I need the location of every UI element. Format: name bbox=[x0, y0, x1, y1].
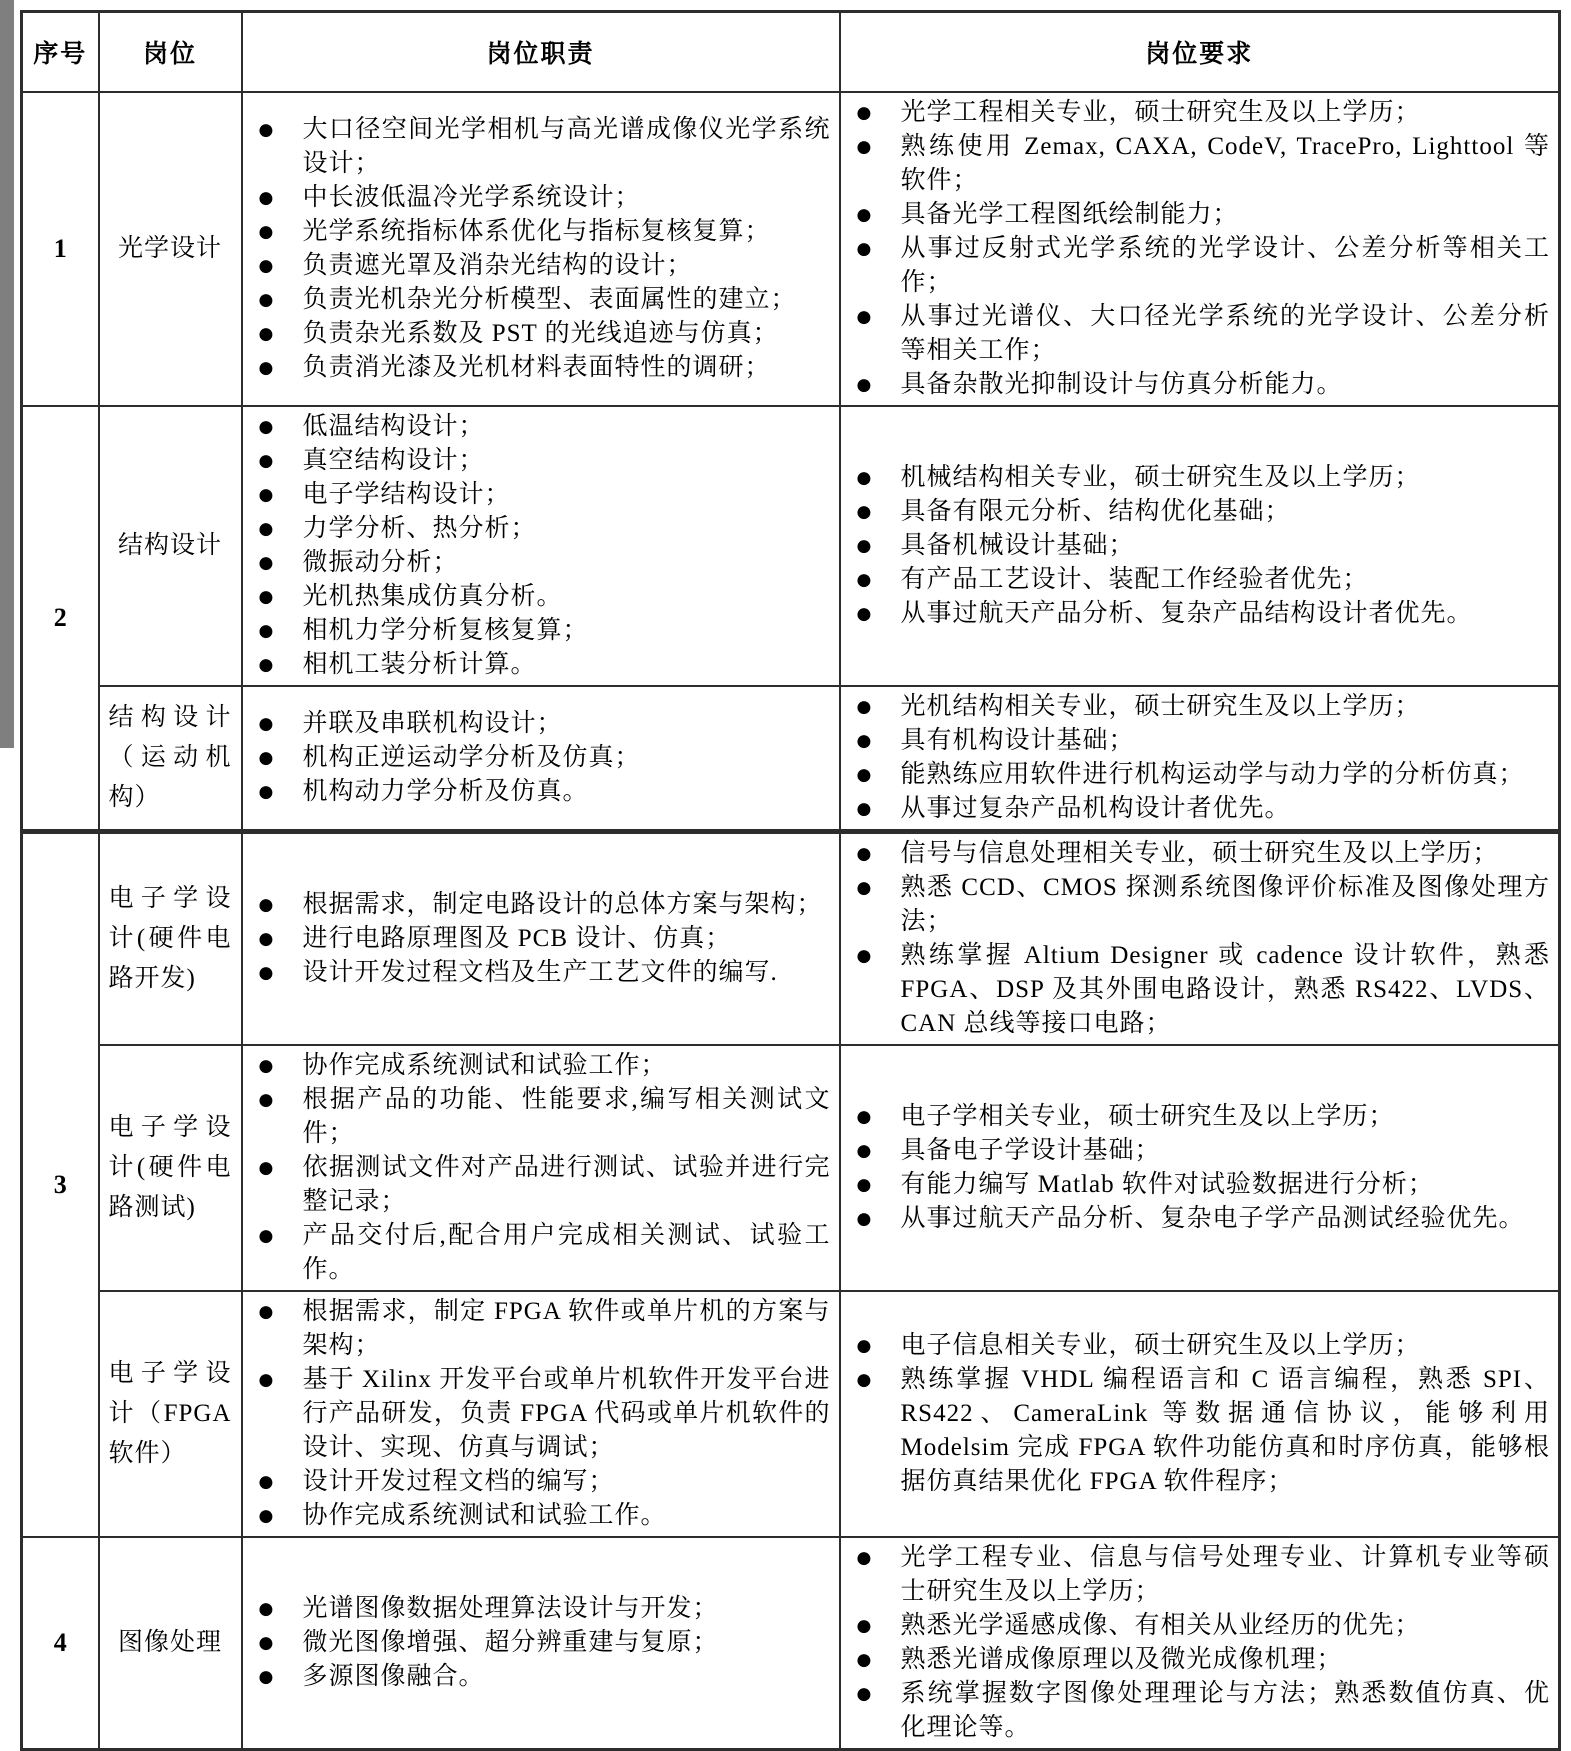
bullet-icon: ● bbox=[856, 1650, 872, 1670]
table-row bbox=[22, 1045, 1560, 1291]
bullet-text: 电子学相关专业，硕士研究生及以上学历； bbox=[900, 1103, 1395, 1130]
bullet-icon: ● bbox=[856, 536, 872, 556]
bullet-icon: ● bbox=[258, 1667, 274, 1687]
bullet-item bbox=[857, 563, 1551, 597]
bullet-item bbox=[857, 792, 1551, 826]
position-cell: 电子学设计(硬件电路开发) bbox=[99, 832, 242, 1046]
requirements-cell bbox=[840, 1291, 1560, 1537]
bullet-item bbox=[259, 741, 831, 775]
bullet-item bbox=[857, 495, 1551, 529]
row-number: 2 bbox=[22, 406, 99, 832]
duties-cell bbox=[242, 92, 840, 406]
bullet-item bbox=[259, 478, 831, 512]
bullet-icon: ● bbox=[856, 1175, 872, 1195]
bullet-text: 协作完成系统测试和试验工作； bbox=[302, 1052, 667, 1079]
bullet-item bbox=[857, 1168, 1551, 1202]
header-no: 序号 bbox=[22, 12, 99, 93]
bullet-text: 具有机构设计基础； bbox=[900, 727, 1135, 754]
bullet-text: 设计开发过程文档及生产工艺文件的编写. bbox=[302, 959, 778, 986]
bullet-text: 相机工装分析计算。 bbox=[302, 651, 537, 678]
bullet-text: 具备电子学设计基础； bbox=[900, 1137, 1161, 1164]
bullet-icon: ● bbox=[258, 1633, 274, 1653]
duties-cell bbox=[242, 1045, 840, 1291]
bullet-item bbox=[259, 113, 831, 181]
bullet-item bbox=[857, 1134, 1551, 1168]
bullet-icon: ● bbox=[856, 1209, 872, 1229]
bullet-item bbox=[857, 96, 1551, 130]
bullet-icon: ● bbox=[856, 765, 872, 785]
duties-cell bbox=[242, 1537, 840, 1750]
row-number: 1 bbox=[22, 92, 99, 406]
bullet-text: 能熟练应用软件进行机构运动学与动力学的分析仿真； bbox=[900, 761, 1525, 788]
bullet-item bbox=[857, 690, 1551, 724]
bullet-item bbox=[259, 648, 831, 682]
bullet-item bbox=[259, 888, 831, 922]
bullet-item bbox=[259, 614, 831, 648]
bullet-icon: ● bbox=[258, 553, 274, 573]
bullet-item bbox=[857, 939, 1551, 1041]
bullet-icon: ● bbox=[856, 205, 872, 225]
bullet-item bbox=[857, 461, 1551, 495]
bullet-text: 机构正逆运动学分析及仿真； bbox=[302, 744, 641, 771]
bullet-text: 光学工程相关专业，硕士研究生及以上学历； bbox=[900, 99, 1421, 126]
position-cell: 结构设计（运动机构） bbox=[99, 686, 242, 832]
bullet-text: 基于 Xilinx 开发平台或单片机软件开发平台进行产品研发，负责 FPGA 代码或单片机软件的设计、实现、仿真与调试； bbox=[302, 1366, 831, 1461]
bullet-icon: ● bbox=[856, 1141, 872, 1161]
bullet-icon: ● bbox=[258, 1056, 274, 1076]
bullet-text: 根据产品的功能、性能要求,编写相关测试文件； bbox=[302, 1086, 831, 1147]
bullet-icon: ● bbox=[856, 697, 872, 717]
bullet-icon: ● bbox=[258, 1472, 274, 1492]
bullet-item bbox=[259, 580, 831, 614]
bullet-text: 从事过光谱仪、大口径光学系统的光学设计、公差分析等相关工作； bbox=[900, 303, 1550, 364]
bullet-item bbox=[259, 1465, 831, 1499]
bullet-icon: ● bbox=[258, 485, 274, 505]
bullet-icon: ● bbox=[258, 1302, 274, 1322]
duties-cell bbox=[242, 832, 840, 1046]
bullet-icon: ● bbox=[258, 963, 274, 983]
bullet-text: 中长波低温冷光学系统设计； bbox=[302, 184, 641, 211]
bullet-item bbox=[259, 1151, 831, 1219]
position-cell: 结构设计 bbox=[99, 406, 242, 686]
bullet-item bbox=[259, 1295, 831, 1363]
bullet-icon: ● bbox=[856, 1616, 872, 1636]
bullet-icon: ● bbox=[258, 1090, 274, 1110]
table-row bbox=[22, 406, 1560, 686]
bullet-text: 有产品工艺设计、装配工作经验者优先； bbox=[900, 566, 1369, 593]
position-cell: 图像处理 bbox=[99, 1537, 242, 1750]
row-number: 3 bbox=[22, 832, 99, 1538]
bullet-item bbox=[857, 130, 1551, 198]
bullet-item bbox=[857, 529, 1551, 563]
bullet-item bbox=[259, 444, 831, 478]
bullet-icon: ● bbox=[258, 1370, 274, 1390]
bullet-item bbox=[857, 1329, 1551, 1363]
bullet-text: 低温结构设计； bbox=[302, 413, 485, 440]
duties-cell bbox=[242, 686, 840, 832]
bullet-item bbox=[857, 1609, 1551, 1643]
bullet-text: 协作完成系统测试和试验工作。 bbox=[302, 1502, 667, 1529]
bullet-icon: ● bbox=[856, 307, 872, 327]
bullet-item bbox=[857, 597, 1551, 631]
bullet-item bbox=[857, 198, 1551, 232]
bullet-text: 进行电路原理图及 PCB 设计、仿真； bbox=[302, 925, 732, 952]
bullet-text: 多源图像融合。 bbox=[302, 1663, 485, 1690]
bullet-text: 具备有限元分析、结构优化基础； bbox=[900, 498, 1291, 525]
bullet-item bbox=[857, 232, 1551, 300]
bullet-icon: ● bbox=[856, 878, 872, 898]
bullet-item bbox=[259, 317, 831, 351]
bullet-item bbox=[259, 283, 831, 317]
page-margin-strip bbox=[0, 0, 14, 748]
bullet-icon: ● bbox=[258, 1226, 274, 1246]
position-cell: 光学设计 bbox=[99, 92, 242, 406]
bullet-text: 熟悉光学遥感成像、有相关从业经历的优先； bbox=[900, 1612, 1421, 1639]
bullet-icon: ● bbox=[856, 946, 872, 966]
bullet-icon: ● bbox=[258, 188, 274, 208]
bullet-item bbox=[259, 1660, 831, 1694]
bullet-item bbox=[857, 871, 1551, 939]
header-requirements: 岗位要求 bbox=[840, 12, 1560, 93]
bullet-icon: ● bbox=[856, 103, 872, 123]
bullet-item bbox=[259, 215, 831, 249]
bullet-icon: ● bbox=[258, 621, 274, 641]
position-cell: 电子学设计（FPGA软件） bbox=[99, 1291, 242, 1537]
bullet-text: 从事过反射式光学系统的光学设计、公差分析等相关工作； bbox=[900, 235, 1550, 296]
bullet-icon: ● bbox=[856, 799, 872, 819]
bullet-icon: ● bbox=[258, 748, 274, 768]
bullet-icon: ● bbox=[856, 1107, 872, 1127]
bullet-item bbox=[259, 1499, 831, 1533]
bullet-text: 负责杂光系数及 PST 的光线追迹与仿真； bbox=[302, 320, 779, 347]
bullet-icon: ● bbox=[258, 417, 274, 437]
table-row bbox=[22, 686, 1560, 832]
bullet-item bbox=[857, 1202, 1551, 1236]
bullet-item bbox=[857, 368, 1551, 402]
bullet-icon: ● bbox=[856, 1370, 872, 1390]
header-position: 岗位 bbox=[99, 12, 242, 93]
bullet-item bbox=[259, 249, 831, 283]
bullet-item bbox=[259, 956, 831, 990]
duties-cell bbox=[242, 406, 840, 686]
bullet-text: 微振动分析； bbox=[302, 549, 459, 576]
bullet-text: 从事过复杂产品机构设计者优先。 bbox=[900, 795, 1291, 822]
bullet-text: 从事过航天产品分析、复杂电子学产品测试经验优先。 bbox=[900, 1205, 1525, 1232]
bullet-item bbox=[259, 351, 831, 385]
bullet-text: 根据需求，制定电路设计的总体方案与架构； bbox=[302, 891, 823, 918]
bullet-text: 光学系统指标体系优化与指标复核复算； bbox=[302, 218, 771, 245]
bullet-text: 产品交付后,配合用户完成相关测试、试验工作。 bbox=[302, 1222, 831, 1283]
requirements-cell bbox=[840, 1045, 1560, 1291]
bullet-text: 从事过航天产品分析、复杂产品结构设计者优先。 bbox=[900, 600, 1473, 627]
bullet-text: 电子信息相关专业，硕士研究生及以上学历； bbox=[900, 1332, 1421, 1359]
bullet-text: 微光图像增强、超分辨重建与复原； bbox=[302, 1629, 719, 1656]
bullet-text: 并联及串联机构设计； bbox=[302, 710, 563, 737]
bullet-icon: ● bbox=[258, 1506, 274, 1526]
position-cell: 电子学设计(硬件电路测试) bbox=[99, 1045, 242, 1291]
bullet-item bbox=[259, 1626, 831, 1660]
bullet-icon: ● bbox=[258, 714, 274, 734]
table-row bbox=[22, 92, 1560, 406]
row-number: 4 bbox=[22, 1537, 99, 1750]
bullet-icon: ● bbox=[258, 256, 274, 276]
requirements-cell bbox=[840, 832, 1560, 1046]
bullet-text: 具备杂散光抑制设计与仿真分析能力。 bbox=[900, 371, 1343, 398]
bullet-text: 大口径空间光学相机与高光谱成像仪光学系统设计； bbox=[302, 116, 831, 177]
bullet-icon: ● bbox=[856, 844, 872, 864]
bullet-icon: ● bbox=[258, 290, 274, 310]
bullet-item bbox=[857, 724, 1551, 758]
table-row bbox=[22, 832, 1560, 1046]
bullet-icon: ● bbox=[258, 1158, 274, 1178]
bullet-item bbox=[259, 1083, 831, 1151]
bullet-item bbox=[259, 1219, 831, 1287]
bullet-text: 真空结构设计； bbox=[302, 447, 485, 474]
bullet-icon: ● bbox=[258, 519, 274, 539]
bullet-item bbox=[857, 1541, 1551, 1609]
bullet-icon: ● bbox=[856, 502, 872, 522]
requirements-cell bbox=[840, 686, 1560, 832]
bullet-icon: ● bbox=[258, 895, 274, 915]
bullet-text: 负责消光漆及光机材料表面特性的调研； bbox=[302, 354, 771, 381]
bullet-item bbox=[857, 300, 1551, 368]
bullet-text: 系统掌握数字图像处理理论与方法；熟悉数值仿真、优化理论等。 bbox=[900, 1680, 1550, 1741]
bullet-text: 光谱图像数据处理算法设计与开发； bbox=[302, 1595, 719, 1622]
bullet-icon: ● bbox=[856, 468, 872, 488]
bullet-text: 光机结构相关专业，硕士研究生及以上学历； bbox=[900, 693, 1421, 720]
bullet-text: 设计开发过程文档的编写； bbox=[302, 1468, 615, 1495]
bullet-icon: ● bbox=[258, 451, 274, 471]
bullet-item bbox=[259, 707, 831, 741]
requirements-cell bbox=[840, 92, 1560, 406]
bullet-icon: ● bbox=[856, 375, 872, 395]
bullet-item bbox=[259, 775, 831, 809]
bullet-text: 负责光机杂光分析模型、表面属性的建立； bbox=[302, 286, 797, 313]
bullet-item bbox=[259, 181, 831, 215]
header-duties: 岗位职责 bbox=[242, 12, 840, 93]
bullet-text: 机械结构相关专业，硕士研究生及以上学历； bbox=[900, 464, 1421, 491]
bullet-text: 电子学结构设计； bbox=[302, 481, 511, 508]
bullet-text: 力学分析、热分析； bbox=[302, 515, 537, 542]
bullet-text: 负责遮光罩及消杂光结构的设计； bbox=[302, 252, 693, 279]
bullet-item bbox=[259, 546, 831, 580]
bullet-icon: ● bbox=[258, 324, 274, 344]
bullet-text: 有能力编写 Matlab 软件对试验数据进行分析； bbox=[900, 1171, 1434, 1198]
bullet-text: 熟练掌握 VHDL 编程语言和 C 语言编程，熟悉 SPI、RS422、CameraLink 等数据通信协议，能够利用 Modelsim 完成 FPGA 软件功能仿真和时序仿真，能够根据仿真结果优化 FPGA 软件程序； bbox=[900, 1366, 1550, 1495]
bullet-text: 熟悉光谱成像原理以及微光成像机理； bbox=[900, 1646, 1343, 1673]
bullet-icon: ● bbox=[258, 120, 274, 140]
bullet-item bbox=[259, 1049, 831, 1083]
bullet-icon: ● bbox=[258, 782, 274, 802]
bullet-icon: ● bbox=[856, 1336, 872, 1356]
bullet-text: 光学工程专业、信息与信号处理专业、计算机专业等硕士研究生及以上学历； bbox=[900, 1544, 1550, 1605]
requirements-cell bbox=[840, 406, 1560, 686]
bullet-icon: ● bbox=[856, 604, 872, 624]
bullet-icon: ● bbox=[856, 731, 872, 751]
bullet-item bbox=[857, 1100, 1551, 1134]
job-positions-table bbox=[20, 10, 1561, 1751]
bullet-text: 熟悉 CCD、CMOS 探测系统图像评价标准及图像处理方法； bbox=[900, 874, 1550, 935]
bullet-icon: ● bbox=[258, 587, 274, 607]
bullet-item bbox=[857, 837, 1551, 871]
bullet-item bbox=[259, 410, 831, 444]
table-row bbox=[22, 1537, 1560, 1750]
bullet-icon: ● bbox=[856, 1684, 872, 1704]
bullet-item bbox=[857, 1643, 1551, 1677]
bullet-item bbox=[259, 1592, 831, 1626]
bullet-text: 根据需求，制定 FPGA 软件或单片机的方案与架构； bbox=[302, 1298, 831, 1359]
duties-cell bbox=[242, 1291, 840, 1537]
bullet-text: 机构动力学分析及仿真。 bbox=[302, 778, 589, 805]
bullet-item bbox=[259, 922, 831, 956]
bullet-item bbox=[857, 1677, 1551, 1745]
bullet-item bbox=[259, 512, 831, 546]
bullet-icon: ● bbox=[258, 929, 274, 949]
bullet-icon: ● bbox=[258, 655, 274, 675]
bullet-icon: ● bbox=[258, 222, 274, 242]
bullet-text: 具备机械设计基础； bbox=[900, 532, 1135, 559]
bullet-item bbox=[259, 1363, 831, 1465]
bullet-text: 相机力学分析复核复算； bbox=[302, 617, 589, 644]
bullet-text: 熟练使用 Zemax, CAXA, CodeV, TracePro, Lighttool 等软件； bbox=[900, 133, 1550, 194]
bullet-text: 信号与信息处理相关专业，硕士研究生及以上学历； bbox=[900, 840, 1499, 867]
bullet-text: 依据测试文件对产品进行测试、试验并进行完整记录； bbox=[302, 1154, 831, 1215]
header-row bbox=[22, 12, 1560, 93]
bullet-icon: ● bbox=[856, 239, 872, 259]
bullet-icon: ● bbox=[856, 137, 872, 157]
bullet-item bbox=[857, 758, 1551, 792]
bullet-icon: ● bbox=[856, 1548, 872, 1568]
requirements-cell bbox=[840, 1537, 1560, 1750]
bullet-icon: ● bbox=[258, 358, 274, 378]
bullet-text: 熟练掌握 Altium Designer 或 cadence 设计软件，熟悉 FPGA、DSP 及其外围电路设计，熟悉 RS422、LVDS、CAN 总线等接口电路； bbox=[900, 942, 1550, 1037]
bullet-icon: ● bbox=[258, 1599, 274, 1619]
bullet-item bbox=[857, 1363, 1551, 1499]
bullet-icon: ● bbox=[856, 570, 872, 590]
bullet-text: 光机热集成仿真分析。 bbox=[302, 583, 563, 610]
table-row bbox=[22, 1291, 1560, 1537]
bullet-text: 具备光学工程图纸绘制能力； bbox=[900, 201, 1239, 228]
